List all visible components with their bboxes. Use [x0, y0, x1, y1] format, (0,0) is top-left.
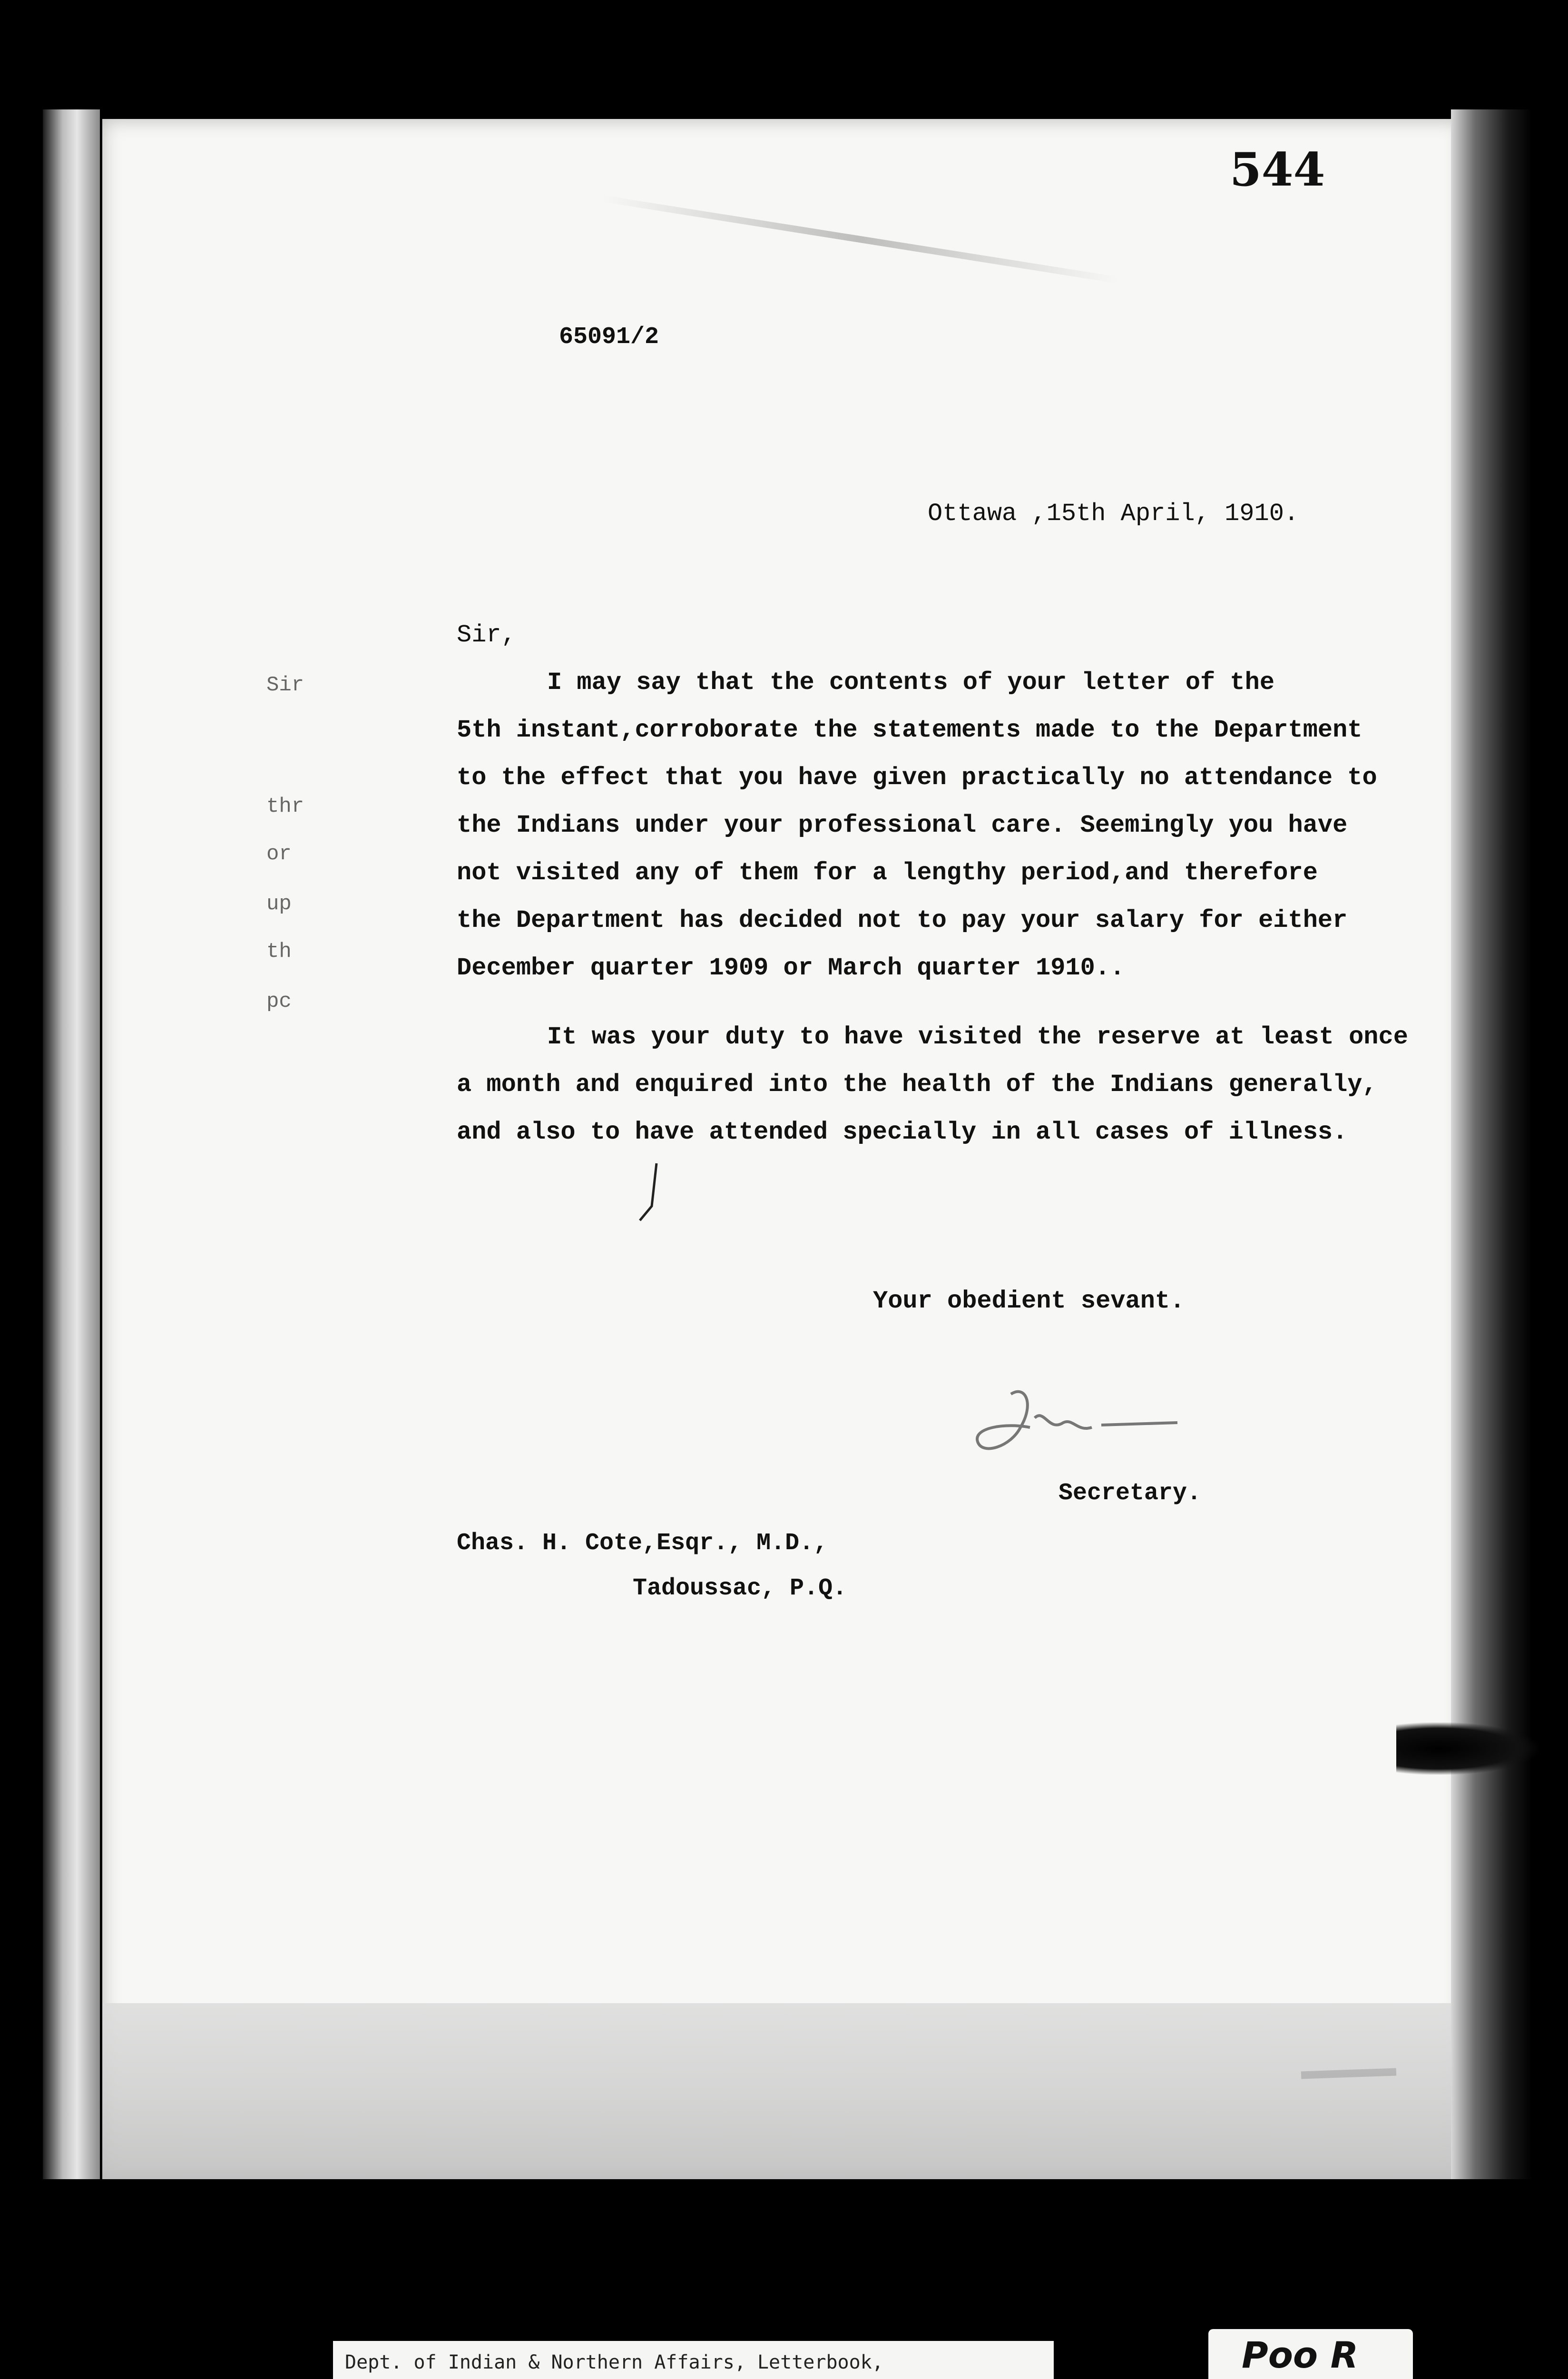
margin-bleed-text: pc	[266, 990, 292, 1013]
paragraph-line: December quarter 1909 or March quarter 1910..	[457, 954, 1125, 982]
dateline: Ottawa ,15th April, 1910.	[928, 500, 1299, 528]
paragraph-line: and also to have attended specially in all cases of illness.	[457, 1118, 1348, 1146]
pen-mark	[637, 1161, 666, 1223]
margin-bleed-text: or	[266, 842, 292, 866]
body-paragraph-1	[457, 659, 1377, 992]
right-binding-edge	[1451, 109, 1532, 2179]
reference-label	[333, 2341, 1054, 2379]
signature	[954, 1375, 1192, 1470]
body-paragraph-2	[457, 1013, 1408, 1156]
addressee-place: Tadoussac, P.Q.	[633, 1575, 847, 1602]
file-reference: 65091/2	[559, 324, 659, 351]
closing: Your obedient sevant.	[873, 1287, 1185, 1315]
folio-number: 544	[1230, 143, 1325, 197]
poor-copy-label	[1208, 2329, 1413, 2379]
left-page-edge	[43, 109, 100, 2179]
salutation: Sir,	[457, 621, 516, 649]
pointer-shadow	[1396, 1722, 1539, 1775]
reference-label-line: Dept. of Indian & Northern Affairs, Letterbook,	[345, 2351, 883, 2373]
paragraph-line: It was your duty to have visited the reserve at least once	[547, 1023, 1408, 1051]
paragraph-line: I may say that the contents of your letter of the	[547, 668, 1275, 697]
page-crease	[601, 195, 1119, 284]
margin-bleed-text: th	[266, 940, 292, 963]
letter-page	[102, 119, 1463, 2179]
paragraph-line: the Indians under your professional care. Seemingly you have	[457, 811, 1348, 839]
margin-bleed-text: up	[266, 892, 292, 916]
margin-bleed-text: Sir	[266, 673, 304, 697]
paragraph-line: a month and enquired into the health of the Indians generally,	[457, 1071, 1377, 1099]
page-bottom-shadow	[102, 2003, 1463, 2179]
margin-bleed-text: thr	[266, 795, 304, 818]
paragraph-line: 5th instant,corroborate the statements made to the Department	[457, 716, 1362, 744]
signer-title: Secretary.	[1058, 1480, 1202, 1507]
poor-copy-text: Poo R	[1242, 2334, 1359, 2376]
paragraph-line: the Department has decided not to pay your salary for either	[457, 906, 1348, 934]
paragraph-line: to the effect that you have given practically no attendance to	[457, 764, 1377, 792]
addressee-name: Chas. H. Cote,Esqr., M.D.,	[457, 1530, 828, 1557]
paragraph-line: not visited any of them for a lengthy period,and therefore	[457, 859, 1318, 887]
